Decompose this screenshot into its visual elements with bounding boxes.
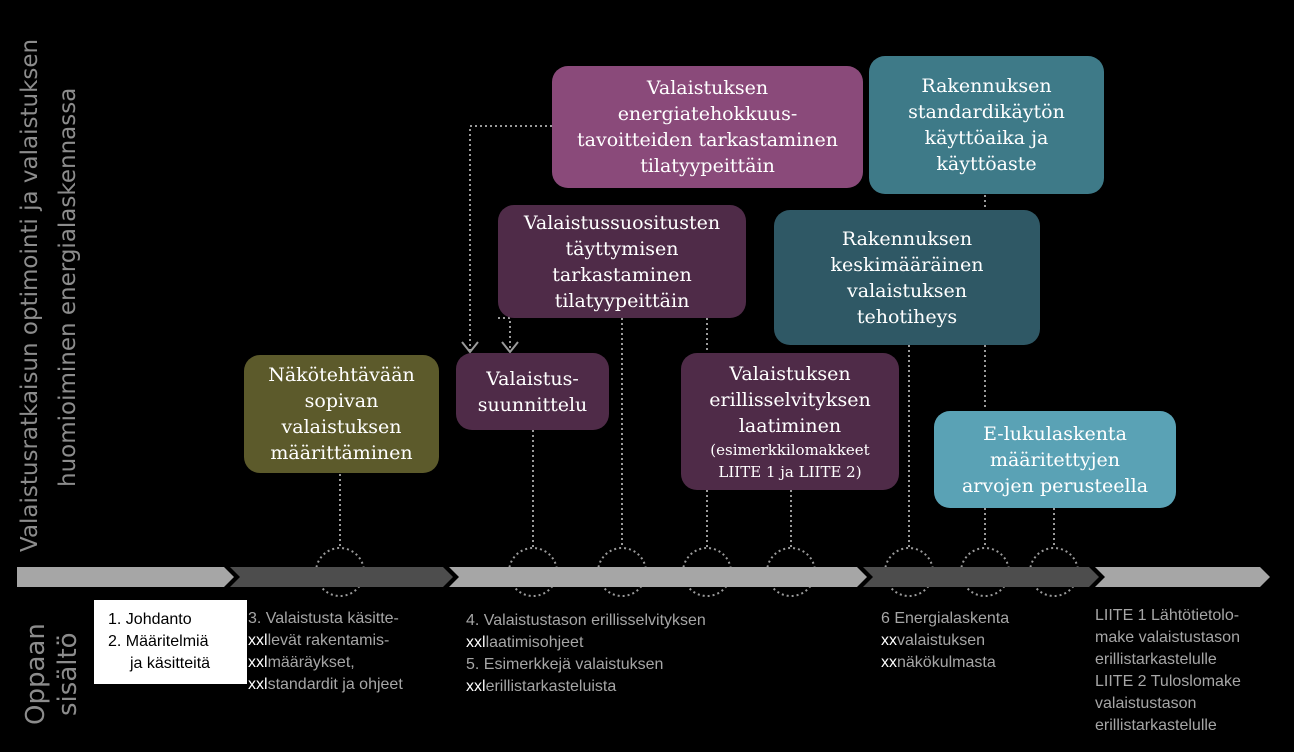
box-line: laatiminen [738, 414, 842, 437]
box-nakotehtava [244, 355, 439, 473]
box-line: tehotiheys [856, 305, 958, 328]
side-title-line1: Valaistusratkaisun optimointi ja valaistuksen [17, 38, 43, 552]
box-line: arvojen perusteella [961, 474, 1149, 497]
marker: xxl [248, 676, 268, 693]
appendix-list [1095, 605, 1241, 737]
chapter-line: LIITE 2 Tuloslomake [1095, 673, 1241, 690]
marker: xx [881, 632, 897, 649]
bottom-title-line1: Oppaan [21, 623, 51, 725]
side-title-2 [54, 22, 83, 552]
box-line: valaistuksen [281, 416, 402, 438]
timeline-segment-5 [1095, 567, 1270, 587]
box-elukulaskenta [934, 411, 1176, 508]
chapter-line: standardit ja ohjeet [267, 676, 403, 693]
chapter-line: erillistarkastelulle [1095, 651, 1217, 668]
marker: xxl [466, 634, 486, 651]
box-energiatehokkuus [552, 66, 863, 188]
side-title-line2: huomioiminen energialaskennassa [55, 87, 81, 487]
box-line: määritettyjen [989, 448, 1121, 471]
side-title [16, 22, 45, 552]
marker: xxl [248, 654, 268, 671]
chapter-line: levät rakentamis- [267, 632, 390, 649]
box-line: tavoitteiden tarkastaminen [577, 129, 838, 151]
chapter-6 [881, 608, 1009, 674]
box-line: Rakennuksen [921, 75, 1052, 97]
box-line: käyttöaika ja [924, 127, 1049, 149]
chapter-line: 1. Johdanto [108, 611, 192, 628]
marker: xxl [466, 678, 486, 695]
box-erillisselvitys [681, 353, 899, 490]
box-line: erillisselvityksen [709, 388, 871, 411]
box-line: Rakennuksen [841, 227, 973, 250]
box-line: Valaistuksen [646, 77, 769, 99]
box-line: energiatehokkuus- [617, 103, 798, 125]
chapter-line: erillistarkasteluista [485, 678, 617, 695]
box-note-line: (esimerkkilomakkeet [710, 440, 870, 459]
chapter-line: ja käsitteitä [130, 655, 211, 672]
chapter-3 [248, 608, 403, 696]
chapter-line: erillistarkastelulle [1095, 717, 1217, 734]
timeline-segment-1 [17, 567, 234, 587]
chapter-line: valaistuksen [897, 632, 986, 649]
chapter-4-5 [466, 610, 706, 698]
box-line: keskimääräinen [830, 253, 984, 276]
box-line: Valaistus- [486, 367, 579, 390]
chapter-line: valaistustason [1095, 695, 1197, 712]
chapter-line: laatimisohjeet [485, 634, 584, 651]
box-line: standardikäytön [908, 101, 1065, 123]
timeline-segment-3 [449, 567, 867, 587]
bottom-title-line2: sisältö [53, 632, 83, 716]
box-line: sopivan [304, 390, 379, 412]
box-line: E-lukulaskenta [983, 422, 1127, 445]
box-line: määrittäminen [270, 442, 413, 464]
box-line: Valaistussuositusten [523, 211, 721, 234]
box-line: tilatyypeittäin [554, 289, 690, 312]
marker: xx [881, 654, 897, 671]
chapter-line: näkökulmasta [897, 654, 996, 671]
chapter-line: 2. Määritelmiä [108, 633, 209, 650]
chapter-line: 4. Valaistustason erillisselvityksen [466, 612, 706, 629]
box-note-line: LIITE 1 ja LIITE 2) [718, 462, 862, 481]
box-line: täyttymisen [565, 237, 679, 260]
chapter-line: määräykset, [267, 654, 355, 671]
box-line: suunnittelu [477, 393, 588, 416]
chapter-line: make valaistustason [1095, 629, 1240, 646]
box-suositukset [498, 205, 746, 318]
timeline-segment-2 [230, 567, 453, 587]
chapter-line: 5. Esimerkkejä valaistuksen [466, 656, 664, 673]
chapter-line: 3. Valaistusta käsitte- [248, 610, 399, 627]
box-line: tarkastaminen [552, 263, 692, 286]
box-line: Valaistuksen [729, 362, 851, 385]
timeline-segment-4 [863, 567, 1099, 587]
chapter-line: LIITE 1 Lähtötietolo- [1095, 607, 1240, 624]
marker: xxl [248, 632, 268, 649]
box-line: tilatyypeittäin [640, 155, 775, 177]
box-line: valaistuksen [847, 279, 967, 302]
box-standardikaytto [869, 56, 1104, 194]
box-line: käyttöaste [936, 153, 1037, 175]
box-suunnittelu [456, 353, 609, 430]
chapter-line: 6 Energialaskenta [881, 610, 1010, 627]
bottom-title [20, 600, 84, 748]
box-tehotiheys [774, 210, 1040, 345]
chapter-1-2 [94, 600, 247, 684]
box-line: Näkötehtävään [268, 364, 415, 386]
